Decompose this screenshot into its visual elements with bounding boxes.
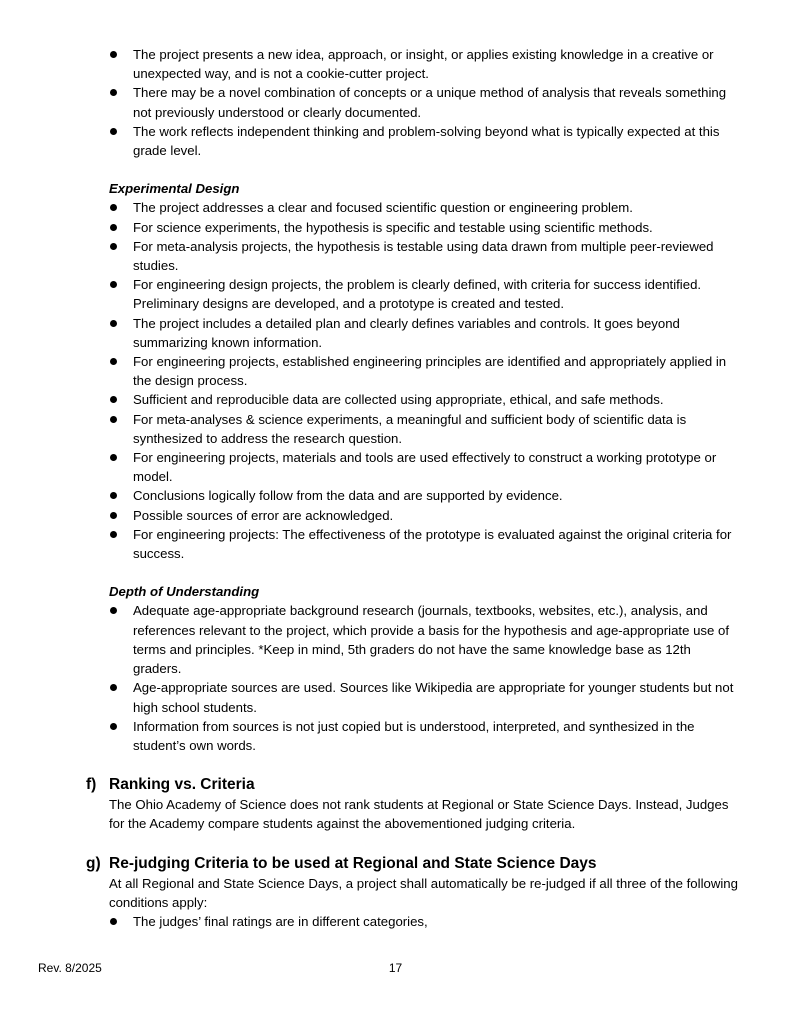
section-g-heading [0, 853, 791, 874]
experimental-design-heading: Experimental Design [109, 181, 240, 197]
list-item: For engineering projects: The effectiveness of the prototype is evaluated against the original criteria for success. [0, 525, 791, 563]
list-item: The work reflects independent thinking and problem-solving beyond what is typically expected at this grade level. [0, 122, 791, 160]
list-item: The judges’ final ratings are in different categories, [0, 912, 791, 931]
list-item: The project presents a new idea, approach, or insight, or applies existing knowledge in a creative or unexpected way, and is not a cookie-cutter project. [0, 45, 791, 83]
section-f-body: The Ohio Academy of Science does not rank students at Regional or State Science Days. Instead, Judges for the Academy compare students against the abovementioned judging criteria. [109, 797, 729, 832]
list-item: For science experiments, the hypothesis is specific and testable using scientific methods. [0, 218, 791, 237]
list-item: For meta-analyses & science experiments, a meaningful and sufficient body of scientific data is synthesized to address the research question. [0, 410, 791, 448]
list-item: Information from sources is not just copied but is understood, interpreted, and synthesized in the student’s own words. [0, 717, 791, 755]
list-item: There may be a novel combination of concepts or a unique method of analysis that reveals something not previously understood or clearly documented. [0, 83, 791, 121]
list-item: For meta-analysis projects, the hypothesis is testable using data drawn from multiple peer-reviewed studies. [0, 237, 791, 275]
depth-of-understanding-list [0, 601, 791, 755]
depth-of-understanding-heading: Depth of Understanding [109, 584, 260, 600]
list-item: Adequate age-appropriate background research (journals, textbooks, websites, etc.), analysis, and references relevant to the project, which provide a basis for the hypothesis and age-appropriate use of terms and principles. *Keep in mind, 5th graders do not have the same knowledge base as 12th graders. [0, 601, 791, 678]
section-f-letter: f) [86, 776, 97, 794]
list-item: The project includes a detailed plan and clearly defines variables and controls. It goes beyond summarizing known information. [0, 314, 791, 352]
revision-label: Rev. 8/2025 [38, 961, 102, 975]
section-g-title: Re-judging Criteria to be used at Regional and State Science Days [109, 854, 597, 872]
section-f-title: Ranking vs. Criteria [109, 776, 255, 794]
list-item: Possible sources of error are acknowledged. [0, 506, 791, 525]
list-item: Age-appropriate sources are used. Sources like Wikipedia are appropriate for younger students but not high school students. [0, 678, 791, 716]
page-number: 17 [388, 961, 403, 975]
list-item: Sufficient and reproducible data are collected using appropriate, ethical, and safe methods. [0, 390, 791, 409]
list-item: For engineering projects, established engineering principles are identified and appropriately applied in the design process. [0, 352, 791, 390]
section-f-heading [0, 774, 791, 795]
section-g-letter: g) [86, 854, 101, 872]
list-item: Conclusions logically follow from the data and are supported by evidence. [0, 486, 791, 505]
intro-bullet-list [0, 45, 791, 160]
list-item: For engineering design projects, the problem is clearly defined, with criteria for success identified. Preliminary designs are developed, and a prototype is created and tested. [0, 275, 791, 313]
list-item: For engineering projects, materials and tools are used effectively to construct a working prototype or model. [0, 448, 791, 486]
section-g-list [0, 912, 791, 931]
list-item: The project addresses a clear and focused scientific question or engineering problem. [0, 198, 791, 217]
experimental-design-list [0, 198, 791, 563]
section-g-body: At all Regional and State Science Days, a project shall automatically be re-judged if all three of the following conditions apply: [109, 875, 738, 910]
